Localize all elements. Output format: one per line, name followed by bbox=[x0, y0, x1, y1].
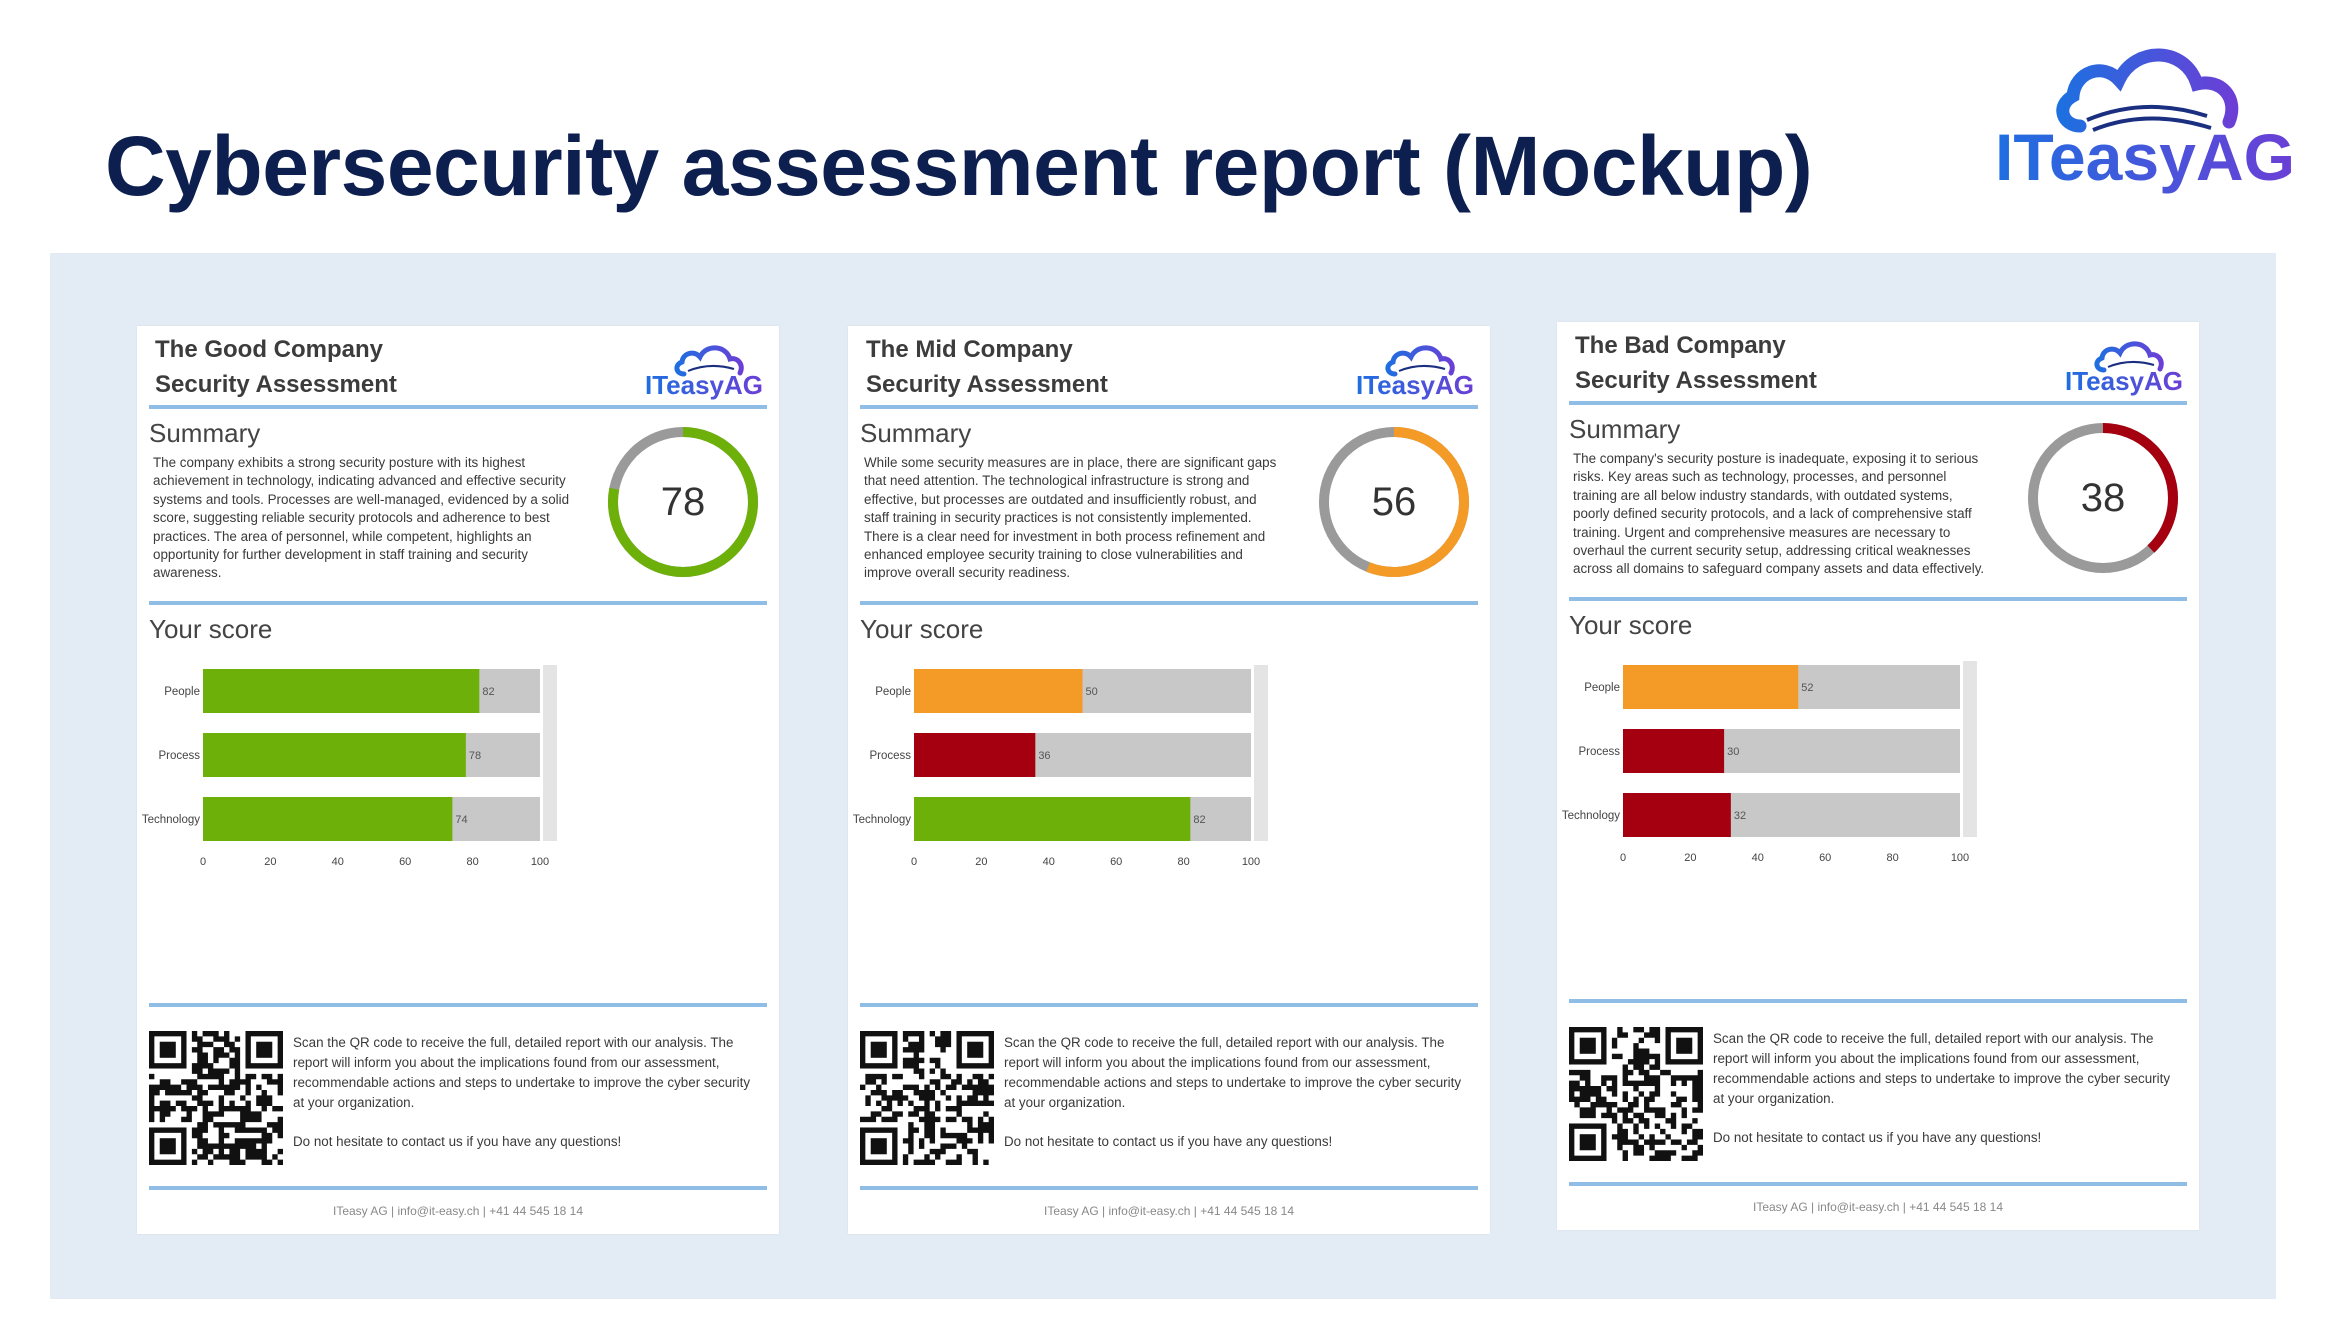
x-tick-label: 0 bbox=[910, 856, 918, 868]
contact-note: Do not hesitate to contact us if you have any questions! bbox=[1713, 1130, 2042, 1145]
report-card bbox=[1557, 322, 2199, 1230]
score-value: 38 bbox=[2080, 475, 2126, 520]
divider bbox=[149, 1003, 767, 1007]
card-logo bbox=[642, 340, 767, 398]
x-tick-label: 20 bbox=[1684, 852, 1697, 864]
bar-people bbox=[1623, 665, 1798, 709]
chart-scroll-strip bbox=[1963, 661, 1977, 837]
x-tick-label: 100 bbox=[1241, 856, 1261, 868]
qr-instructions: Scan the QR code to receive the full, detailed report with our analysis. The report will inform you about the implications found from our assessment, recommendable actions and steps to undertake to improve the cyber security at your organization. bbox=[1713, 1031, 2171, 1106]
divider bbox=[1569, 597, 2187, 601]
x-tick-label: 40 bbox=[1751, 852, 1764, 864]
summary-heading: Summary bbox=[149, 418, 261, 448]
card-logo-text: ITeasyAG bbox=[645, 370, 763, 400]
x-tick-label: 0 bbox=[1619, 852, 1627, 864]
data-label: 78 bbox=[468, 750, 482, 762]
category-label: Process bbox=[158, 750, 200, 762]
data-label: 36 bbox=[1038, 750, 1051, 762]
score-chart bbox=[1561, 647, 2195, 962]
data-label: 82 bbox=[1193, 814, 1206, 826]
score-heading: Your score bbox=[1569, 610, 1693, 640]
x-tick-label: 60 bbox=[1110, 856, 1123, 868]
category-label: Process bbox=[869, 750, 911, 762]
summary-heading: Summary bbox=[860, 418, 972, 448]
bar-technology bbox=[203, 797, 452, 841]
report-card bbox=[137, 326, 779, 1234]
x-tick-label: 40 bbox=[1042, 856, 1055, 868]
category-label: People bbox=[875, 686, 911, 698]
qr-instructions: Scan the QR code to receive the full, detailed report with our analysis. The report will inform you about the implications found from our assessment, recommendable actions and steps to undertake to improve the cyber security at your organization. bbox=[293, 1035, 751, 1110]
bar-process bbox=[914, 733, 1035, 777]
bar-technology bbox=[914, 797, 1190, 841]
x-tick-label: 80 bbox=[1177, 856, 1190, 868]
divider bbox=[860, 601, 1478, 605]
score-chart bbox=[141, 651, 775, 966]
data-label: 74 bbox=[455, 814, 468, 826]
score-heading: Your score bbox=[860, 614, 984, 644]
data-label: 82 bbox=[482, 686, 495, 698]
divider bbox=[149, 405, 767, 409]
assessment-subtitle: Security Assessment bbox=[155, 371, 397, 398]
card-footer: ITeasy AG | info@it-easy.ch | +41 44 545 18 14 bbox=[1043, 1204, 1294, 1218]
divider bbox=[149, 601, 767, 605]
score-value: 78 bbox=[660, 479, 706, 524]
data-label: 50 bbox=[1085, 686, 1098, 698]
report-card bbox=[848, 326, 1490, 1234]
card-footer: ITeasy AG | info@it-easy.ch | +41 44 545 18 14 bbox=[1752, 1200, 2003, 1214]
x-tick-label: 100 bbox=[530, 856, 550, 868]
assessment-subtitle: Security Assessment bbox=[1575, 367, 1817, 394]
page-title: Cybersecurity assessment report (Mockup) bbox=[105, 119, 1813, 213]
score-chart bbox=[852, 651, 1486, 966]
category-label: Technology bbox=[852, 814, 911, 826]
divider bbox=[860, 1003, 1478, 1007]
assessment-subtitle: Security Assessment bbox=[866, 371, 1108, 398]
qr-code bbox=[1569, 1027, 1703, 1161]
brand-logo bbox=[1985, 40, 2305, 200]
contact-note: Do not hesitate to contact us if you have any questions! bbox=[293, 1134, 622, 1149]
summary-text: While some security measures are in place, there are significant gaps that need attention. The technological infrastructure is strong and effective, but processes are outdated and insufficiently robust, and staff training in security practices is not consistently implemented. There is a clear need for investment in both process refinement and enhanced employee security training to close vulnerabilities and improve overall security readiness. bbox=[864, 455, 1277, 581]
card-footer: ITeasy AG | info@it-easy.ch | +41 44 545 18 14 bbox=[332, 1204, 583, 1218]
x-tick-label: 40 bbox=[331, 856, 344, 868]
company-name: The Mid Company bbox=[866, 336, 1073, 363]
divider bbox=[1569, 1182, 2187, 1186]
card-title bbox=[155, 332, 397, 402]
score-heading: Your score bbox=[149, 614, 273, 644]
summary-text: The company exhibits a strong security posture with its highest achievement in technology, indicating advanced and effective security systems and tools. Processes are well-managed, evidenced by a solid score, suggesting reliable security protocols and adherence to best practices. The area of personnel, while competent, highlights an opportunity for further development in staff training and security awareness. bbox=[153, 455, 570, 581]
data-label: 52 bbox=[1801, 682, 1814, 694]
divider bbox=[1569, 401, 2187, 405]
x-tick-label: 20 bbox=[975, 856, 988, 868]
bar-people bbox=[914, 669, 1083, 713]
divider bbox=[149, 1186, 767, 1190]
bar-process bbox=[1623, 729, 1724, 773]
card-logo bbox=[1353, 340, 1478, 398]
divider bbox=[1569, 999, 2187, 1003]
summary-heading: Summary bbox=[1569, 414, 1681, 444]
x-tick-label: 20 bbox=[264, 856, 277, 868]
bar-process bbox=[203, 733, 466, 777]
company-name: The Bad Company bbox=[1575, 332, 1786, 359]
card-title bbox=[866, 332, 1108, 402]
score-gauge bbox=[605, 424, 761, 580]
bar-technology bbox=[1623, 793, 1731, 837]
x-tick-label: 80 bbox=[1886, 852, 1899, 864]
qr-code bbox=[860, 1031, 994, 1165]
summary-text: The company's security posture is inadequate, exposing it to serious risks. Key areas such as technology, processes, and personnel training are all below industry standards, with outdated systems, poorly defined security protocols, and a lack of comprehensive staff training. Urgent and comprehensive measures are necessary to overhaul the current security setup, addressing critical weaknesses across all domains to safeguard company assets and data effectively. bbox=[1573, 451, 1985, 577]
x-tick-label: 60 bbox=[399, 856, 412, 868]
category-label: Process bbox=[1578, 746, 1620, 758]
score-gauge bbox=[2025, 420, 2181, 576]
x-tick-label: 0 bbox=[199, 856, 207, 868]
x-tick-label: 100 bbox=[1950, 852, 1970, 864]
card-logo bbox=[2062, 336, 2187, 394]
divider bbox=[860, 1186, 1478, 1190]
card-title bbox=[1575, 328, 1817, 398]
qr-code bbox=[149, 1031, 283, 1165]
chart-scroll-strip bbox=[1254, 665, 1268, 841]
card-logo-text: ITeasyAG bbox=[2065, 366, 2183, 396]
card-logo-text: ITeasyAG bbox=[1356, 370, 1474, 400]
data-label: 30 bbox=[1727, 746, 1740, 758]
x-tick-label: 80 bbox=[466, 856, 479, 868]
brand-logo-text: ITeasyAG bbox=[1995, 120, 2295, 194]
chart-scroll-strip bbox=[543, 665, 557, 841]
data-label: 32 bbox=[1733, 810, 1747, 822]
category-label: People bbox=[164, 686, 200, 698]
score-gauge bbox=[1316, 424, 1472, 580]
contact-note: Do not hesitate to contact us if you have any questions! bbox=[1004, 1134, 1333, 1149]
bar-people bbox=[203, 669, 479, 713]
x-tick-label: 60 bbox=[1819, 852, 1832, 864]
divider bbox=[860, 405, 1478, 409]
category-label: Technology bbox=[1561, 810, 1620, 822]
category-label: People bbox=[1584, 682, 1620, 694]
company-name: The Good Company bbox=[155, 336, 383, 363]
category-label: Technology bbox=[141, 814, 200, 826]
qr-instructions: Scan the QR code to receive the full, detailed report with our analysis. The report will inform you about the implications found from our assessment, recommendable actions and steps to undertake to improve the cyber security at your organization. bbox=[1004, 1035, 1462, 1110]
score-value: 56 bbox=[1371, 479, 1417, 524]
